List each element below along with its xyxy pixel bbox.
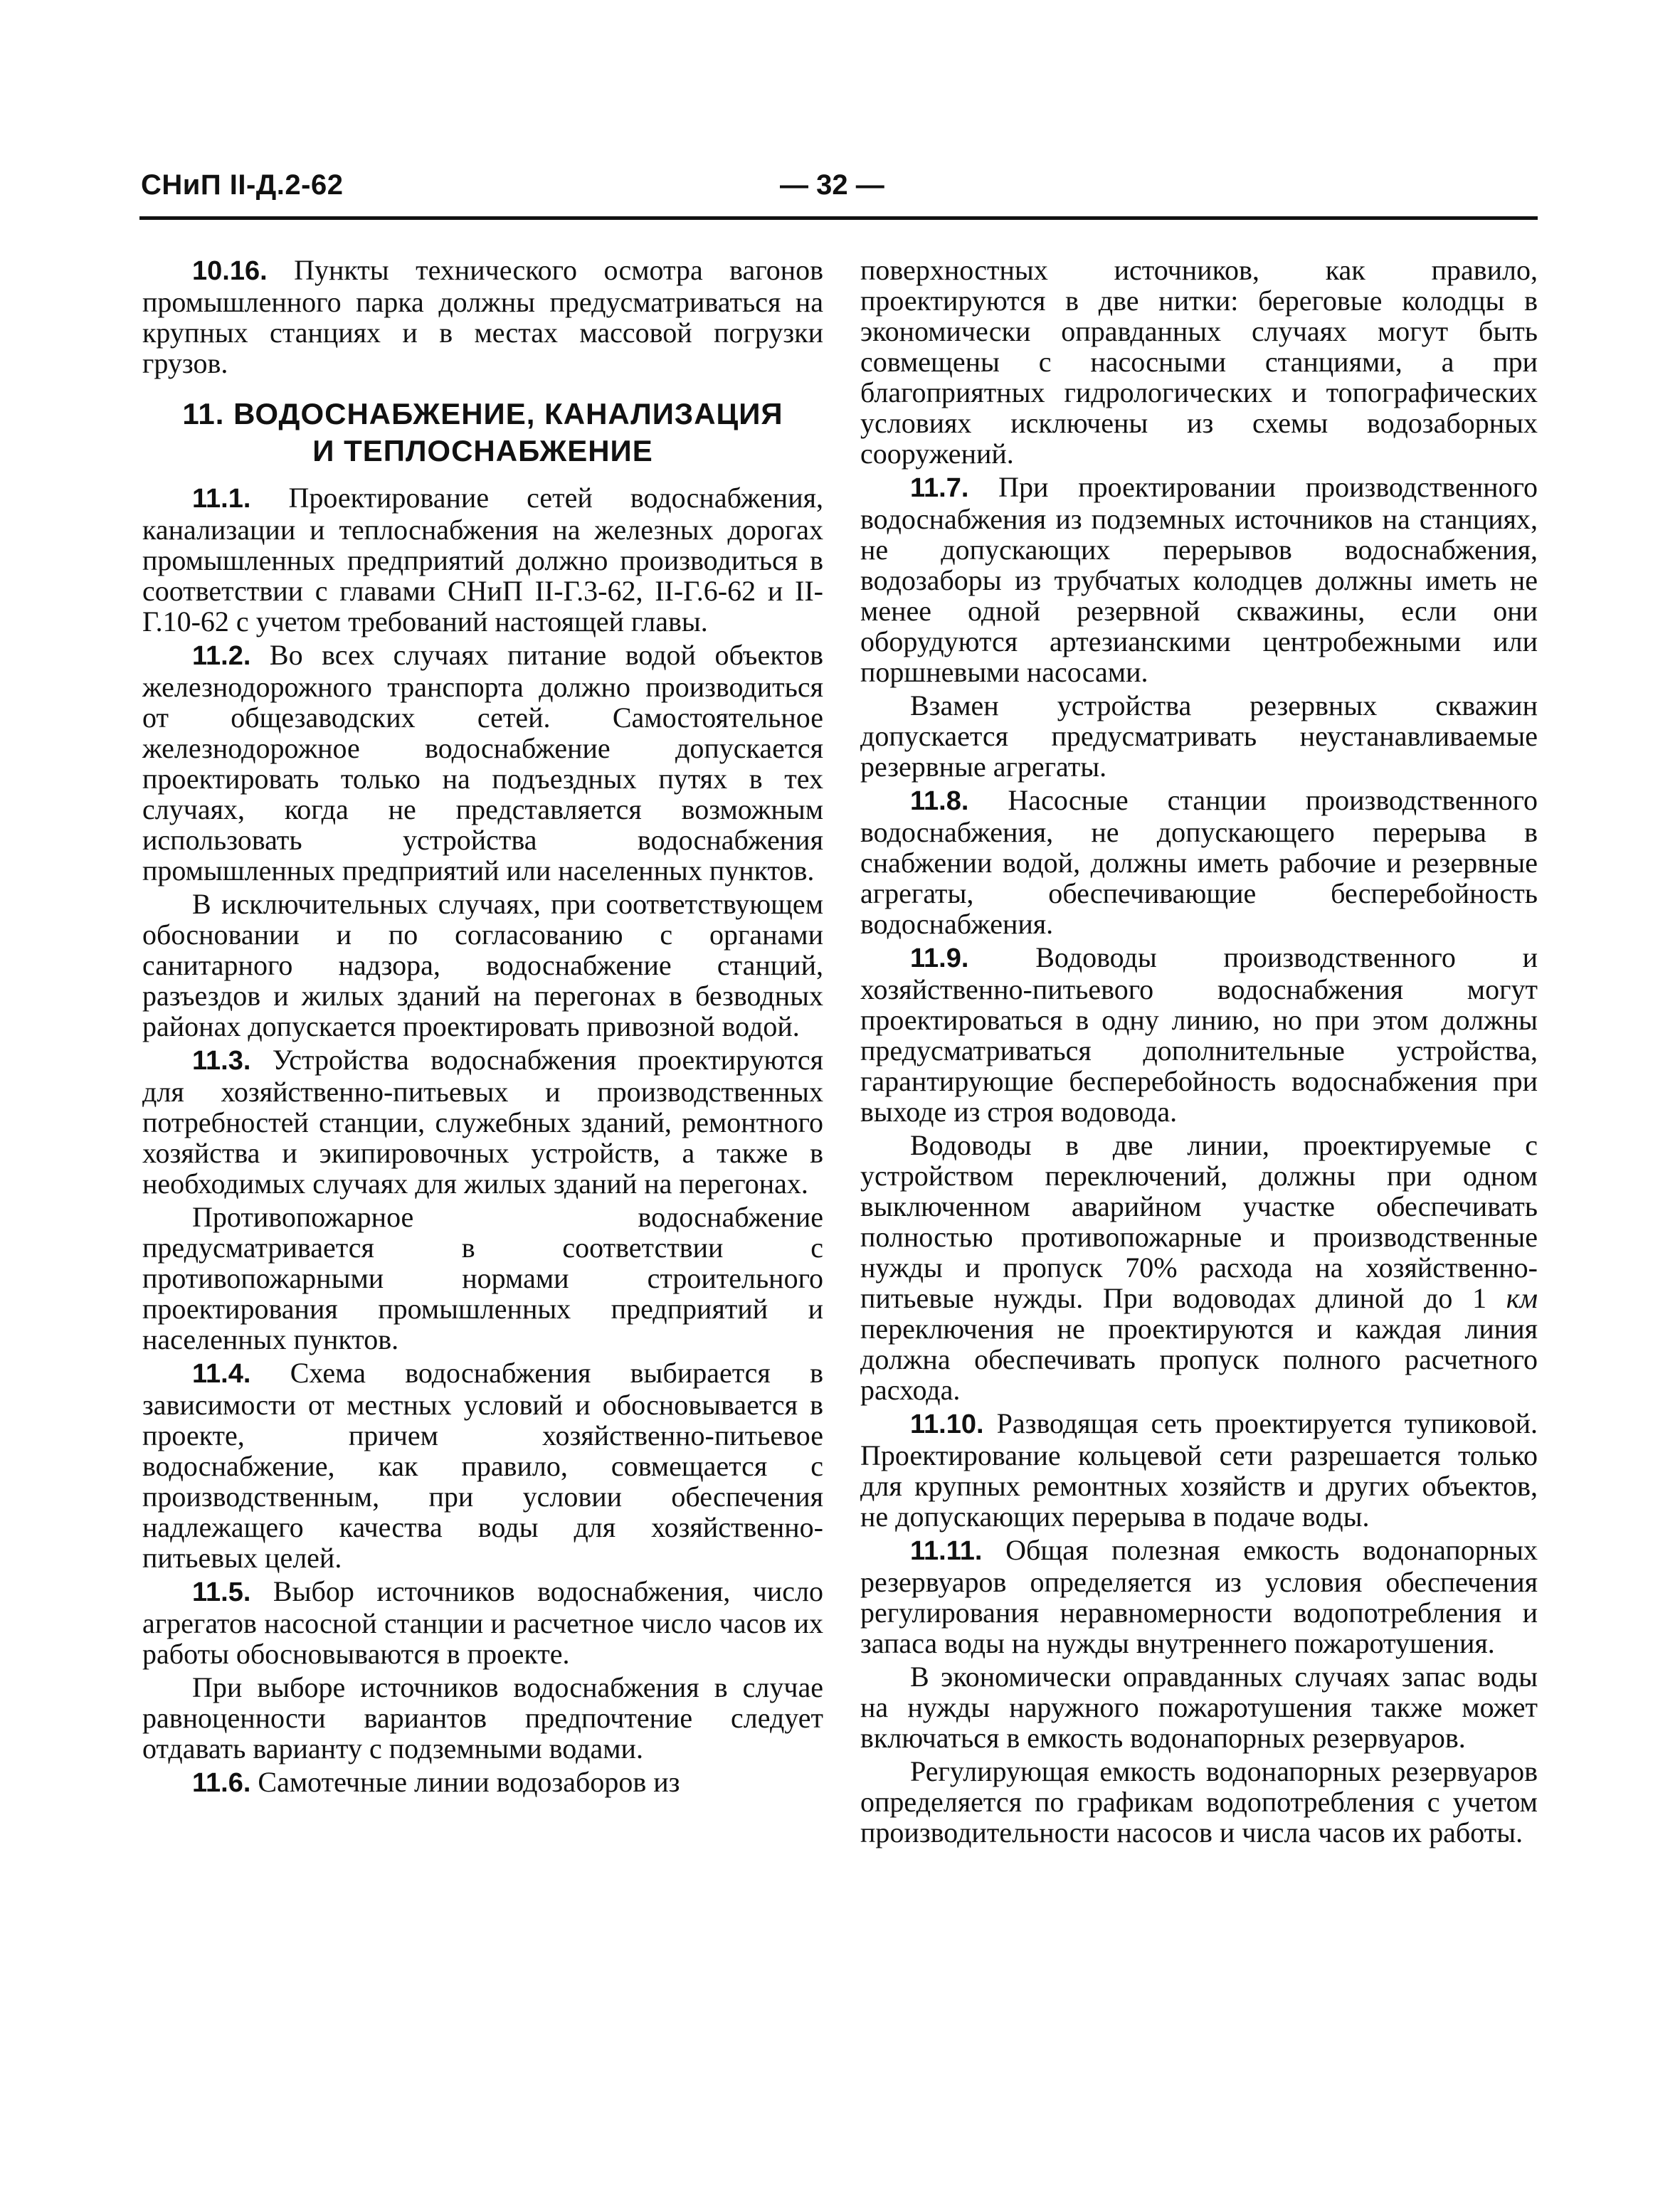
section-heading-line-2: И ТЕПЛОСНАБЖЕНИЕ xyxy=(312,434,653,467)
clause-text: Пункты технического осмотра вагонов промышленного парка должны предусматриваться на крупных станциях и в местах массовой погрузки грузов. xyxy=(142,254,823,379)
clause-text: Водоводы производственного и хозяйственно-питьевого водоснабжения могут проектироваться в одну линию, но при этом должны предусматриваться дополнительные устройства, гарантирующие бесперебойность водоснабжения при выходе из строя водовода. xyxy=(860,941,1538,1128)
clause-text: Выбор источников водоснабжения, число агрегатов насосной станции и расчетное число часов их работы обосновываются в проекте. xyxy=(142,1575,823,1670)
paragraph-reserve-units: Взамен устройства резервных скважин допускается предусматривать неустанавливаемые резервные агрегаты. xyxy=(860,689,1538,783)
unit-km: км xyxy=(1506,1282,1538,1314)
paragraph-source-choice: При выборе источников водоснабжения в случае равноценности вариантов предпочтение следует отдавать варианту с подземными водами. xyxy=(142,1671,823,1765)
paragraph-fire-water: Противопожарное водоснабжение предусматривается в соответствии с противопожарными нормами строительного проектирования промышленных предприятий и населенных пунктов. xyxy=(142,1201,823,1355)
clause-number: 11.9. xyxy=(910,943,969,973)
paragraph-11-11 xyxy=(860,1535,1538,1658)
clause-number: 11.4. xyxy=(192,1359,251,1389)
paragraph-11-5 xyxy=(142,1576,823,1669)
paragraph-11-3 xyxy=(142,1044,823,1199)
header-rule xyxy=(139,216,1538,220)
document-code: СНиП II-Д.2-62 xyxy=(141,169,344,201)
paragraph-11-6-continued: поверхностных источников, как правило, проектируются в две нитки: береговые колодцы в экономически оправданных случаях могут быть совмещены с насосными станциями, а при благоприятных гидрологических и топографических условиях исключены из схемы водозаборных сооружений. xyxy=(860,254,1538,470)
clause-number: 10.16. xyxy=(192,256,268,286)
paragraph-11-2 xyxy=(142,640,823,886)
clause-text: Во всех случаях питание водой объектов железнодорожного транспорта должно производиться от общезаводских сетей. Самостоятельное железнодорожное водоснабжение допускается проектировать только на подъездных путях в тех случаях, когда не представляется возможным использовать устройства водоснабжения промышленных предприятий или населенных пунктов. xyxy=(142,639,823,887)
right-column xyxy=(860,255,1538,1851)
clause-number: 11.10. xyxy=(910,1409,984,1439)
section-heading xyxy=(142,396,823,470)
clause-text: Разводящая сеть проектируется тупиковой. Проектирование кольцевой сети разрешается только для крупных ремонтных хозяйств и других объектов, не допускающих перерыва в подаче воды. xyxy=(860,1407,1538,1533)
clause-text: Схема водоснабжения выбирается в зависимости от местных условий и обосновывается в проекте, причем хозяйственно-питьевое водоснабжение, как правило, совмещается с производственным, при условии обеспечения надлежащего качества воды для хозяйственно-питьевых целей. xyxy=(142,1357,823,1574)
clause-text: Устройства водоснабжения проектируются для хозяйственно-питьевых и производственных потребностей станции, служебных зданий, ремонтного хозяйства и экипировочных устройств, а также в необходимых случаях для жилых зданий на перегонах. xyxy=(142,1044,823,1200)
clause-number: 11.6. xyxy=(192,1768,251,1798)
clause-number: 11.8. xyxy=(910,786,969,816)
clause-number: 11.7. xyxy=(910,473,969,503)
paragraph-regulating-capacity: Регулирующая емкость водонапорных резервуаров определяется по графикам водопотребления с учетом производительности насосов и числа часов их работы. xyxy=(860,1755,1538,1848)
clause-text: Проектирование сетей водоснабжения, канализации и теплоснабжения на железных дорогах промышленных предприятий должно производиться в соответствии с главами СНиП II-Г.3-62, II-Г.6-62 и II-Г.10-62 с учетом требований настоящей главы. xyxy=(142,482,823,637)
clause-text: При проектировании производственного водоснабжения из подземных источников на станциях, не допускающих перерывов водоснабжения, водозаборы из трубчатых колодцев должны иметь не менее одной резервной скважины, если они оборудуются артезианскими центробежными или поршневыми насосами. xyxy=(860,471,1538,688)
left-column xyxy=(142,255,823,1802)
clause-number: 11.1. xyxy=(192,484,251,514)
clause-text: Самотечные линии водозаборов из xyxy=(250,1766,680,1798)
two-line-text-b: переключения не проектируются и каждая линия должна обеспечивать пропуск полного расчетного расхода. xyxy=(860,1313,1538,1406)
paragraph-11-9 xyxy=(860,942,1538,1127)
paragraph-exceptional-cases: В исключительных случаях, при соответствующем обосновании и по согласованию с органами санитарного надзора, водоснабжение станций, разъездов и жилых зданий на перегонах в безводных районах допускается проектировать привозной водой. xyxy=(142,888,823,1042)
clause-number: 11.11. xyxy=(910,1536,983,1566)
paragraph-11-6 xyxy=(142,1767,823,1799)
paragraph-11-10 xyxy=(860,1408,1538,1532)
clause-number: 11.2. xyxy=(192,641,251,671)
two-line-text-a: Водоводы в две линии, проектируемые с устройством переключений, должны при одном выключенном аварийном участке обеспечивать полностью противопожарные и производственные нужды и пропуск 70% расхода на хозяйственно-питьевые нужды. При водоводах длиной до 1 xyxy=(860,1129,1538,1314)
paragraph-11-4 xyxy=(142,1358,823,1573)
paragraph-economic-cases: В экономически оправданных случаях запас воды на нужды наружного пожаротушения также может включаться в емкость водонапорных резервуаров. xyxy=(860,1661,1538,1754)
page-number: — 32 — xyxy=(780,169,884,201)
paragraph-11-1 xyxy=(142,482,823,637)
paragraph-11-8 xyxy=(860,785,1538,939)
clause-text: Насосные станции производственного водоснабжения, не допускающего перерыва в снабжении водой, должны иметь рабочие и резервные агрегаты, обеспечивающие бесперебойность водоснабжения. xyxy=(860,784,1538,940)
clause-text: Общая полезная емкость водонапорных резервуаров определяется из условия обеспечения регулирования неравномерности водопотребления и запаса воды на нужды внутреннего пожаротушения. xyxy=(860,1534,1538,1659)
clause-number: 11.3. xyxy=(192,1046,251,1076)
paragraph-11-7 xyxy=(860,472,1538,687)
section-heading-line-1: 11. ВОДОСНАБЖЕНИЕ, КАНАЛИЗАЦИЯ xyxy=(182,397,783,430)
paragraph-10-16 xyxy=(142,255,823,379)
paragraph-two-line-mains xyxy=(860,1130,1538,1405)
clause-number: 11.5. xyxy=(192,1577,251,1607)
